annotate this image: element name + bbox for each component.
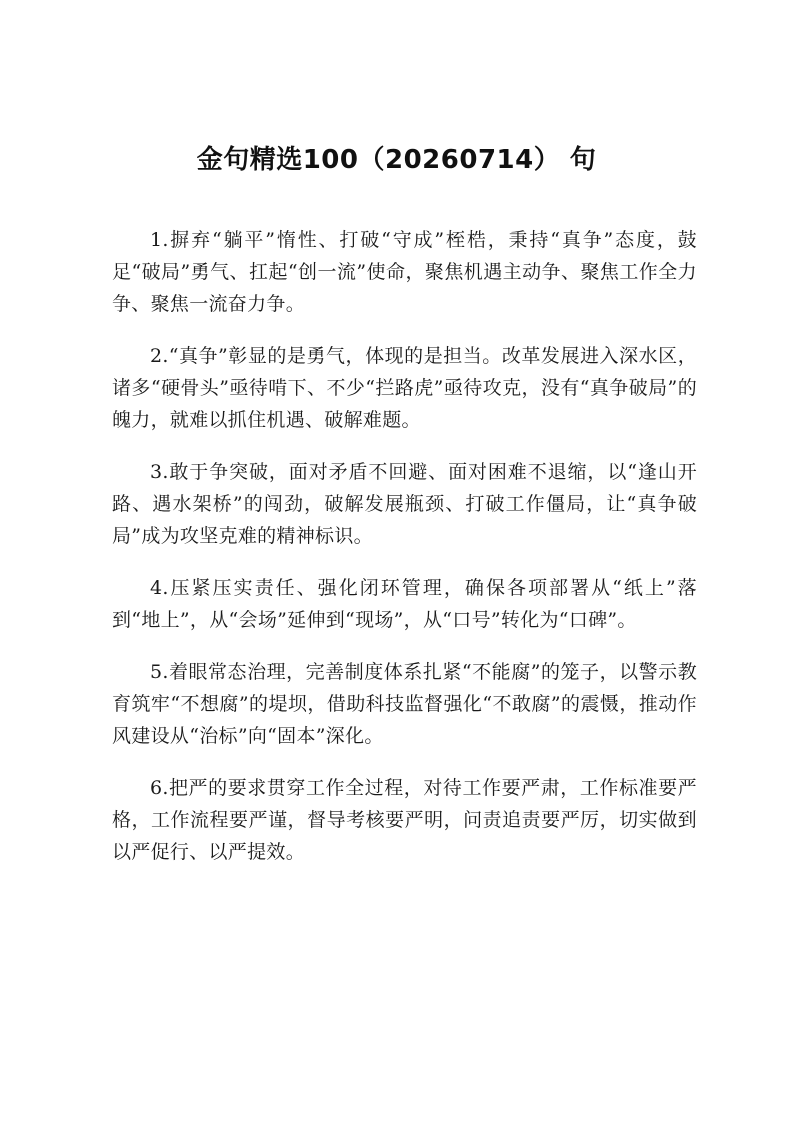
paragraph-2: 2.“真争”彰显的是勇气，体现的是担当。改革发展进入深水区，诸多“硬骨头”亟待啃下、不少“拦路虎”亟待攻克，没有“真争破局”的魄力，就难以抓住机遇、破解难题。 — [112, 345, 697, 431]
paragraph-3: 3.敢于争突破，面对矛盾不回避、面对困难不退缩，以“逢山开路、遇水架桥”的闯劲，破解发展瓶颈、打破工作僵局，让“真争破局”成为攻坚克难的精神标识。 — [112, 461, 697, 547]
paragraph-4: 4.压紧压实责任、强化闭环管理，确保各项部署从“纸上”落到“地上”，从“会场”延伸到“现场”，从“口号”转化为“口碑”。 — [112, 577, 697, 631]
paragraph-1: 1.摒弃“躺平”惰性、打破“守成”桎梏，秉持“真争”态度，鼓足“破局”勇气、扛起“创一流”使命，聚焦机遇主动争、聚焦工作全力争、聚焦一流奋力争。 — [112, 229, 697, 315]
document-body — [112, 224, 697, 888]
document-title: 金句精选100（20260714） 句 — [196, 145, 597, 175]
paragraph-5: 5.着眼常态治理，完善制度体系扎紧“不能腐”的笼子，以警示教育筑牢“不想腐”的堤坝，借助科技监督强化“不敢腐”的震慑，推动作风建设从“治标”向“固本”深化。 — [112, 661, 697, 747]
paragraph-6: 6.把严的要求贯穿工作全过程，对待工作要严肃，工作标准要严格，工作流程要严谨，督导考核要严明，问责追责要严厉，切实做到以严促行、以严提效。 — [112, 777, 697, 863]
